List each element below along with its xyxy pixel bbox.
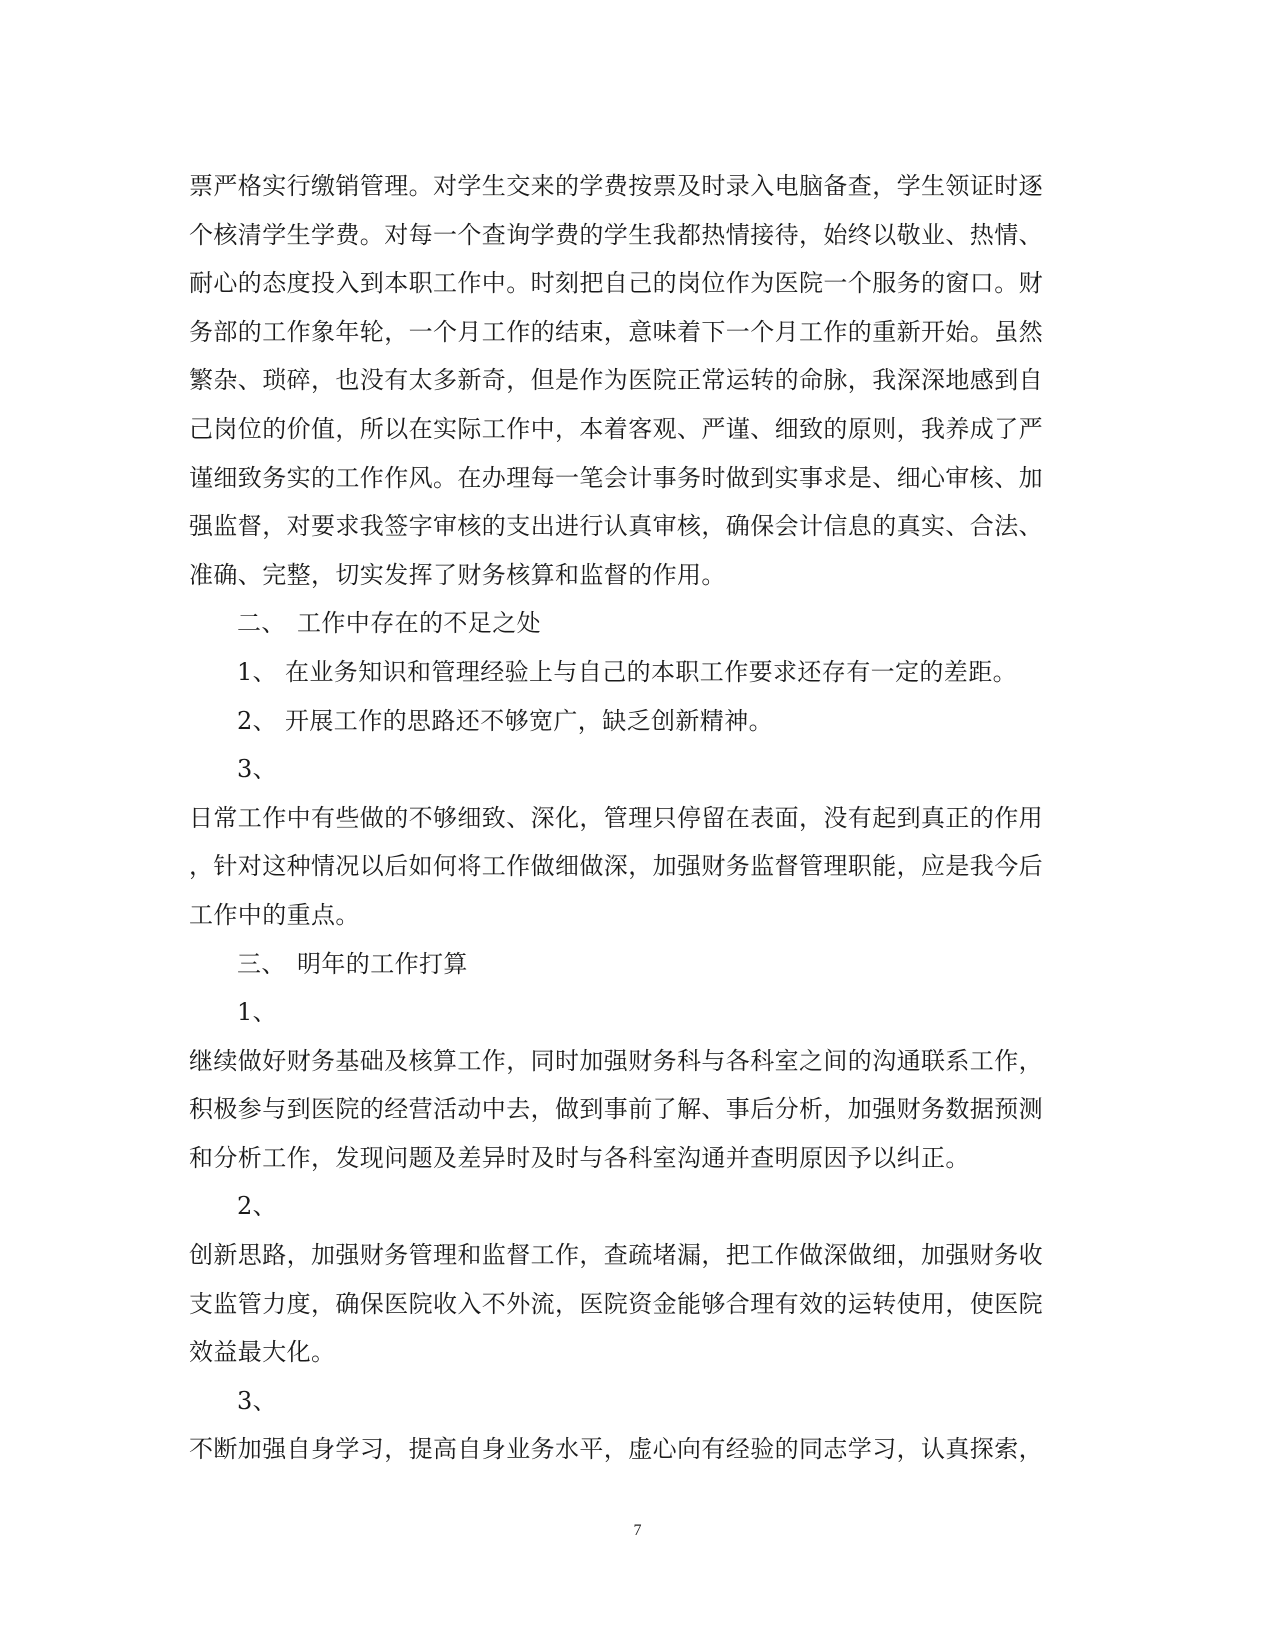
page-number: 7: [633, 1522, 642, 1539]
section-number: 二、: [237, 609, 286, 638]
list-item-text: [189, 1037, 1069, 1183]
item-number: 1、: [237, 998, 278, 1027]
text-line: 工作中的重点。: [189, 900, 360, 929]
list-item-text: [189, 794, 1069, 940]
text-line: 准确、完整，切实发挥了财务核算和监督的作用。: [189, 560, 726, 589]
item-number: 3、: [237, 755, 278, 784]
list-item-number-line: [189, 1182, 1069, 1231]
list-item: [189, 648, 1069, 697]
text-line: ，针对这种情况以后如何将工作做细做深，加强财务监督管理职能，应是我今后: [189, 852, 1043, 881]
text-line: 繁杂、琐碎，也没有太多新奇，但是作为医院正常运转的命脉，我深深地感到自: [189, 366, 1043, 395]
text-line: 和分析工作，发现问题及差异时及时与各科室沟通并查明原因予以纠正。: [189, 1143, 970, 1172]
paragraph-1: [189, 162, 1069, 599]
section-heading-3: [189, 940, 1069, 989]
text-line: 务部的工作象年轮，一个月工作的结束，意味着下一个月工作的重新开始。虽然: [189, 317, 1043, 346]
list-item-text: [189, 1231, 1069, 1377]
list-item: [189, 697, 1069, 746]
item-number: 1、: [237, 657, 278, 686]
item-number: 2、: [237, 706, 278, 735]
section-number: 三、: [237, 949, 286, 978]
list-item-number-line: [189, 745, 1069, 794]
text-line: 谨细致务实的工作作风。在办理每一笔会计事务时做到实事求是、细心审核、加: [189, 463, 1043, 492]
text-line: 不断加强自身学习，提高自身业务水平，虚心向有经验的同志学习，认真探索，: [189, 1435, 1043, 1464]
item-number: 2、: [237, 1192, 278, 1221]
text-line: 耐心的态度投入到本职工作中。时刻把自己的岗位作为医院一个服务的窗口。财: [189, 269, 1043, 298]
list-item-text: [189, 1425, 1069, 1474]
section-title: 工作中存在的不足之处: [297, 609, 541, 638]
item-number: 3、: [237, 1386, 278, 1415]
item-text: 在业务知识和管理经验上与自己的本职工作要求还存有一定的差距。: [285, 657, 1017, 686]
section-heading-2: [189, 599, 1069, 648]
text-line: 强监督，对要求我签字审核的支出进行认真审核，确保会计信息的真实、合法、: [189, 512, 1043, 541]
item-text: 开展工作的思路还不够宽广，缺乏创新精神。: [285, 706, 773, 735]
list-item-number-line: [189, 1377, 1069, 1426]
text-line: 积极参与到医院的经营活动中去，做到事前了解、事后分析，加强财务数据预测: [189, 1095, 1043, 1124]
text-line: 票严格实行缴销管理。对学生交来的学费按票及时录入电脑备查，学生领证时逐: [189, 172, 1043, 200]
text-line: 继续做好财务基础及核算工作，同时加强财务科与各科室之间的沟通联系工作，: [189, 1046, 1043, 1075]
text-line: 己岗位的价值，所以在实际工作中，本着客观、严谨、细致的原则，我养成了严: [189, 414, 1043, 443]
document-body: [189, 162, 1069, 1474]
text-line: 个核清学生学费。对每一个查询学费的学生我都热情接待，始终以敬业、热情、: [189, 220, 1043, 249]
text-line: 创新思路，加强财务管理和监督工作，查疏堵漏，把工作做深做细，加强财务收: [189, 1241, 1043, 1270]
section-title: 明年的工作打算: [297, 949, 468, 978]
list-item-number-line: [189, 988, 1069, 1037]
text-line: 日常工作中有些做的不够细致、深化，管理只停留在表面，没有起到真正的作用: [189, 803, 1043, 832]
text-line: 支监管力度，确保医院收入不外流，医院资金能够合理有效的运转使用，使医院: [189, 1289, 1043, 1318]
text-line: 效益最大化。: [189, 1338, 336, 1367]
